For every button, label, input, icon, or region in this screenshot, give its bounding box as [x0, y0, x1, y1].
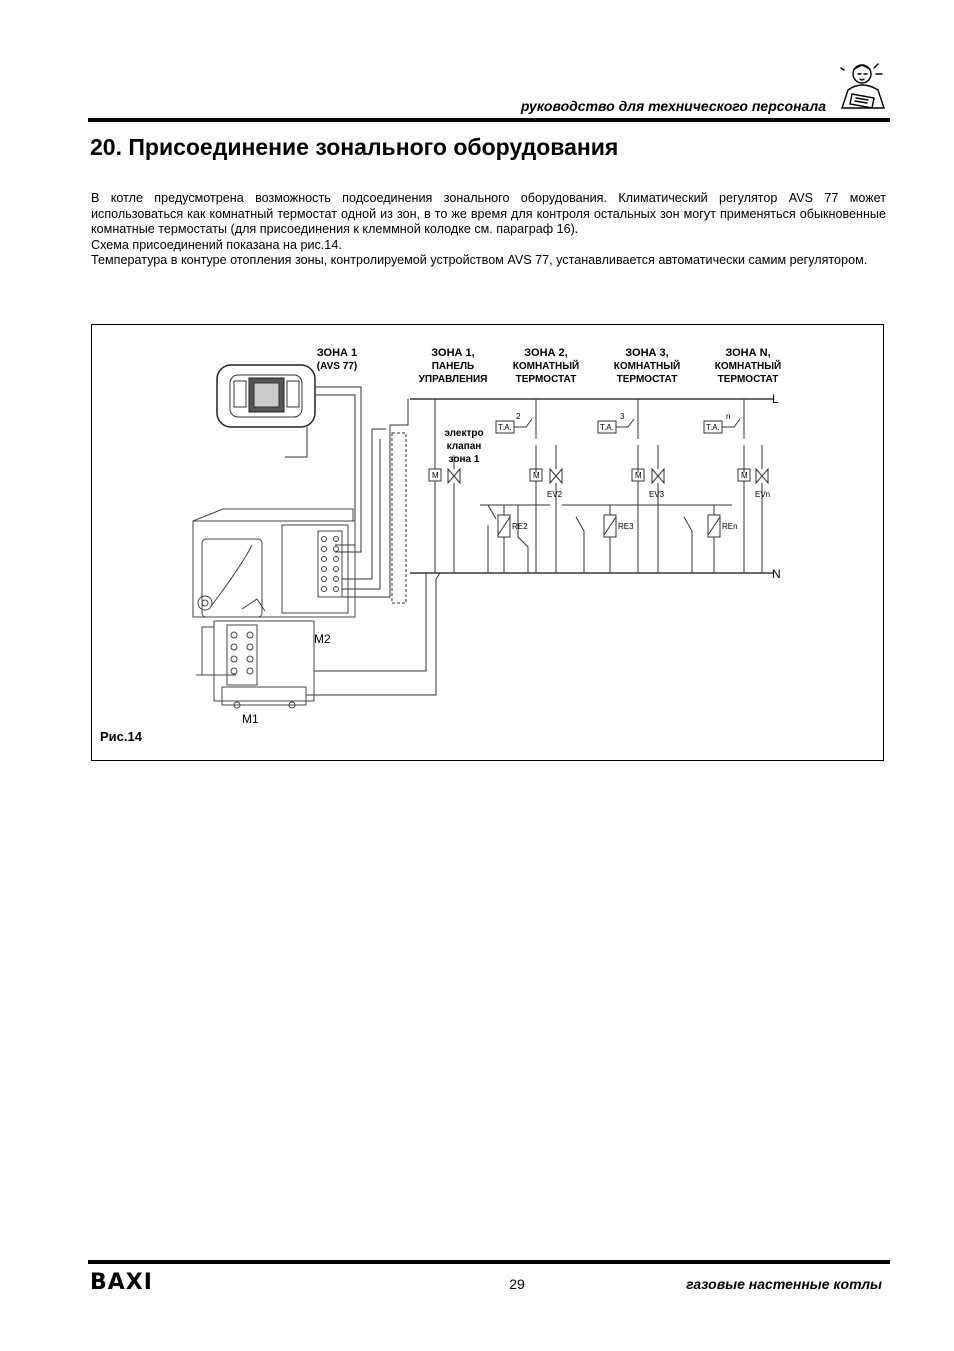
valve-label: EV3: [649, 490, 665, 499]
svg-text:ТЕРМОСТАТ: ТЕРМОСТАТ: [717, 374, 779, 385]
zone-number: n: [726, 412, 731, 421]
technician-reading-icon: [838, 60, 890, 116]
svg-text:ТЕРМОСТАТ: ТЕРМОСТАТ: [515, 374, 577, 385]
m1-label: M1: [242, 712, 259, 726]
valve-label: EVn: [755, 490, 771, 499]
thermostat-label: T.A.: [498, 423, 512, 432]
footer-text: газовые настенные котлы: [686, 1276, 882, 1292]
svg-text:УПРАВЛЕНИЯ: УПРАВЛЕНИЯ: [418, 374, 488, 385]
motor-label: M: [432, 471, 439, 480]
svg-text:клапан: клапан: [446, 441, 482, 452]
figure-14: [91, 324, 884, 761]
paragraph: Схема присоединений показана на рис.14.: [91, 237, 342, 252]
avs77-room-unit: [217, 365, 315, 427]
valve-label: EV2: [547, 490, 563, 499]
svg-text:КОМНАТНЫЙ: КОМНАТНЫЙ: [613, 361, 681, 372]
wiring-diagram: [92, 325, 885, 762]
relay-label: REn: [722, 522, 738, 531]
svg-text:ЗОНА N,: ЗОНА N,: [725, 347, 771, 359]
zone-label-3: [614, 347, 680, 385]
footer-rule: [88, 1260, 890, 1264]
page-number: 29: [509, 1276, 525, 1292]
svg-text:КОМНАТНЫЙ: КОМНАТНЫЙ: [512, 361, 580, 372]
neutral-label: N: [772, 567, 781, 581]
live-label: L: [772, 392, 779, 406]
svg-text:ЗОНА 1,: ЗОНА 1,: [431, 347, 475, 359]
thermostat-label: T.A.: [706, 423, 720, 432]
motor-label: M: [635, 471, 642, 480]
svg-text:ПАНЕЛЬ: ПАНЕЛЬ: [431, 361, 475, 372]
zone-label-1: [317, 347, 357, 372]
valve-zone1-label: [444, 428, 483, 465]
figure-caption: Рис.14: [100, 729, 142, 744]
zone1-valve: [429, 399, 460, 573]
motor-label: M: [741, 471, 748, 480]
motor-label: M: [533, 471, 540, 480]
zone-number: 3: [620, 412, 625, 421]
boiler-control-board: [193, 509, 355, 708]
zone3-circuit: [562, 399, 702, 573]
svg-text:ЗОНА 1: ЗОНА 1: [316, 347, 358, 359]
svg-text:электро: электро: [444, 428, 484, 439]
svg-text:ТЕРМОСТАТ: ТЕРМОСТАТ: [616, 374, 678, 385]
zone2-circuit: [480, 399, 562, 573]
zone-number: 2: [516, 412, 521, 421]
svg-text:ЗОНА 2,: ЗОНА 2,: [524, 347, 568, 359]
page-title: 20. Присоединение зонального оборудования: [90, 134, 619, 160]
paragraph: Температура в контуре отопления зоны, контролируемой устройством AVS 77, устанавливается автоматически самим регулятором.: [91, 253, 868, 267]
svg-text:ЗОНА 3,: ЗОНА 3,: [625, 347, 669, 359]
svg-text:(AVS 77): (AVS 77): [316, 361, 358, 372]
m2-label: M2: [314, 632, 331, 646]
body-text: [91, 191, 886, 269]
thermostat-label: T.A.: [600, 423, 614, 432]
svg-text:зона 1: зона 1: [448, 454, 480, 465]
header-subtitle: руководство для технического персонала: [520, 98, 826, 114]
relay-label: RE3: [618, 522, 634, 531]
zone-label-n: [715, 347, 781, 385]
header-rule: [88, 118, 890, 122]
relay-label: RE2: [512, 522, 528, 531]
zone-label-1-panel: [419, 347, 488, 385]
baxi-logo: BAXI: [90, 1270, 153, 1295]
paragraph: В котле предусмотрена возможность подсоединения зонального оборудования. Климатический регулятор AVS 77 может использоваться как комнатный термостат одной из зон, в то же время для контроля остальных зон могут применяться обыкновенные комнатные термостаты (для присоединения к клеммной колодке см. параграф 16).: [91, 191, 886, 236]
svg-text:КОМНАТНЫЙ: КОМНАТНЫЙ: [714, 361, 782, 372]
zone-label-2: [513, 347, 579, 385]
